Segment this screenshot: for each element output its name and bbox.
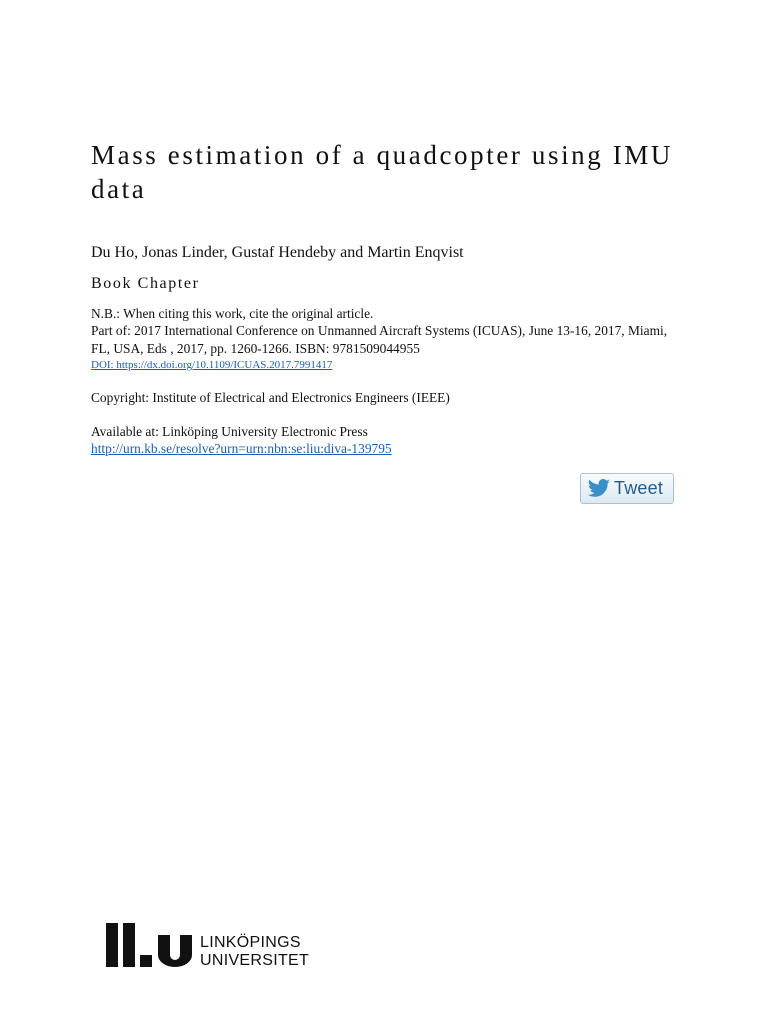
university-name-line2: UNIVERSITET [200,952,310,969]
urn-link[interactable]: http://urn.kb.se/resolve?urn=urn:nbn:se:liu:diva-139795 [91,441,392,456]
university-logo [106,921,310,971]
publication-type: Book Chapter [91,275,200,292]
university-name [200,934,309,970]
university-name-line1: LINKÖPINGS [200,934,301,951]
tweet-label: Tweet [614,478,664,498]
liu-logo-mark-icon [106,921,192,969]
citation-note: N.B.: When citing this work, cite the original article. [91,306,374,321]
part-of-info: Part of: 2017 International Conference on Unmanned Aircraft Systems (ICUAS), June 13-16, 2017, Miami, FL, USA, Eds , 2017, pp. 1260-1266. ISBN: 9781509044955 [91,323,668,356]
document-title: Mass estimation of a quadcopter using IMU data [91,140,674,204]
available-at-info: Available at: Linköping University Electronic Press [91,424,368,439]
tweet-button[interactable] [580,473,674,504]
doi-link[interactable]: DOI: https://dx.doi.org/10.1109/ICUAS.2017.7991417 [91,359,333,371]
copyright-info: Copyright: Institute of Electrical and Electronics Engineers (IEEE) [91,390,450,405]
twitter-bird-icon [587,479,611,499]
authors: Du Ho, Jonas Linder, Gustaf Hendeby and Martin Enqvist [91,244,464,261]
